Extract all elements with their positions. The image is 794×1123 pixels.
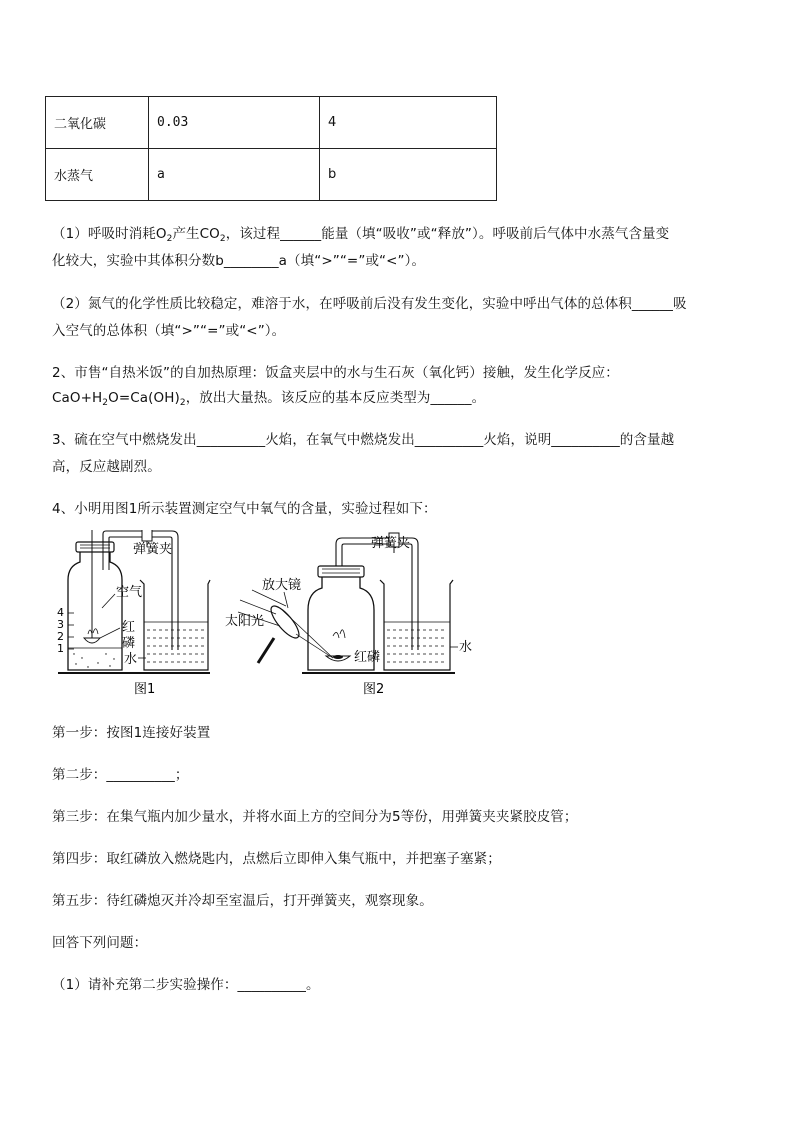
- table-cell: 二氧化碳: [46, 97, 149, 149]
- subscript: 2: [166, 234, 173, 244]
- subscript: 2: [219, 234, 226, 244]
- scale-label: 3: [57, 618, 64, 631]
- subscript: 2: [102, 398, 109, 408]
- gas-jar: [68, 550, 122, 670]
- scale-label: 4: [57, 606, 64, 619]
- item-2-line-1: 2、市售“自热米饭”的自加热原理：饭盒夹层中的水与生石灰（氧化钙）接触，发生化学反应：: [52, 365, 619, 381]
- label-red-phosphorus: 红: [122, 620, 136, 635]
- table-cell: a: [149, 149, 320, 201]
- figure-1: [57, 530, 210, 697]
- label-spring-clip: 弹簧夹: [133, 542, 173, 557]
- item-2-equation-line: [52, 386, 485, 408]
- text-run: ，该过程______能量（填“吸收”或“释放”）。呼吸前后气体中水蒸气含量变: [225, 226, 670, 242]
- figure-1-caption: 图1: [134, 682, 156, 697]
- text-run: O=Ca(OH): [108, 390, 180, 406]
- table-cell: 4: [320, 97, 497, 149]
- table-row: [46, 149, 497, 201]
- table-cell: 水蒸气: [46, 149, 149, 201]
- step-5: 第五步：待红磷熄灭并冷却至室温后，打开弹簧夹，观察现象。: [52, 893, 433, 909]
- text-run: CaO+H: [52, 390, 103, 406]
- label-water: 水: [124, 652, 138, 667]
- label-air: 空气: [116, 585, 143, 600]
- stopper: [318, 566, 364, 577]
- table-cell: 0.03: [149, 97, 320, 149]
- answer-heading: 回答下列问题：: [52, 935, 148, 951]
- step-2: 第二步：__________；: [52, 767, 189, 783]
- question-2-line-2: 入空气的总体积（填“>”“=”或“<”）。: [52, 323, 286, 339]
- text-run: （1）呼吸时消耗O: [52, 226, 167, 242]
- figure-2: [225, 533, 472, 697]
- subscript: 2: [179, 398, 186, 408]
- label-sunlight: 太阳光: [225, 614, 265, 629]
- step-3: 第三步：在集气瓶内加少量水，并将水面上方的空间分为5等份，用弹簧夹夹紧胶皮管；: [52, 809, 578, 825]
- table-cell: b: [320, 149, 497, 201]
- step-4: 第四步：取红磷放入燃烧匙内，点燃后立即伸入集气瓶中，并把塞子塞紧；: [52, 851, 501, 867]
- gas-data-table: [45, 96, 497, 201]
- question-1-line-2: 化较大，实验中其体积分数b________a（填“>”“=”或“<”）。: [52, 253, 426, 269]
- flame-icon: [88, 629, 98, 634]
- stopper: [76, 542, 114, 552]
- scale-label: 1: [57, 642, 64, 655]
- spring-clip: [142, 530, 152, 541]
- label-water: 水: [459, 640, 473, 655]
- question-2-line-1: （2）氮气的化学性质比较稳定，难溶于水，在呼吸前后没有发生变化，实验中呼出气体的总体积______吸: [52, 296, 687, 312]
- label-red-phosphorus: 红磷: [354, 650, 381, 665]
- table-row: [46, 97, 497, 149]
- label-red-phosphorus: 磷: [122, 636, 136, 651]
- text-run: 产生CO: [172, 226, 220, 242]
- scale-label: 2: [57, 630, 64, 643]
- question-1-line-1: [52, 222, 669, 244]
- combustion-spoon: [84, 638, 100, 643]
- step-1: 第一步：按图1连接好装置: [52, 725, 211, 741]
- item-3-line-1: 3、硫在空气中燃烧发出__________火焰，在氧气中燃烧发出__________火焰，说明__________的含量越: [52, 432, 675, 448]
- item-3-line-2: 高，反应越剧烈。: [52, 459, 161, 475]
- figure-2-caption: 图2: [363, 682, 385, 697]
- label-spring-clip: 弹簧夹: [371, 536, 411, 551]
- label-magnifier: 放大镜: [262, 578, 302, 593]
- flame-icon: [333, 630, 345, 638]
- beaker: [140, 580, 210, 670]
- beaker: [380, 580, 453, 670]
- experiment-figure: [40, 530, 510, 710]
- item-4-intro: 4、小明用图1所示装置测定空气中氧气的含量，实验过程如下：: [52, 501, 437, 517]
- text-run: ，放出大量热。该反应的基本反应类型为______。: [185, 390, 486, 406]
- glass-tube: [336, 538, 418, 650]
- question-1-fill: （1）请补充第二步实验操作：__________。: [52, 977, 320, 993]
